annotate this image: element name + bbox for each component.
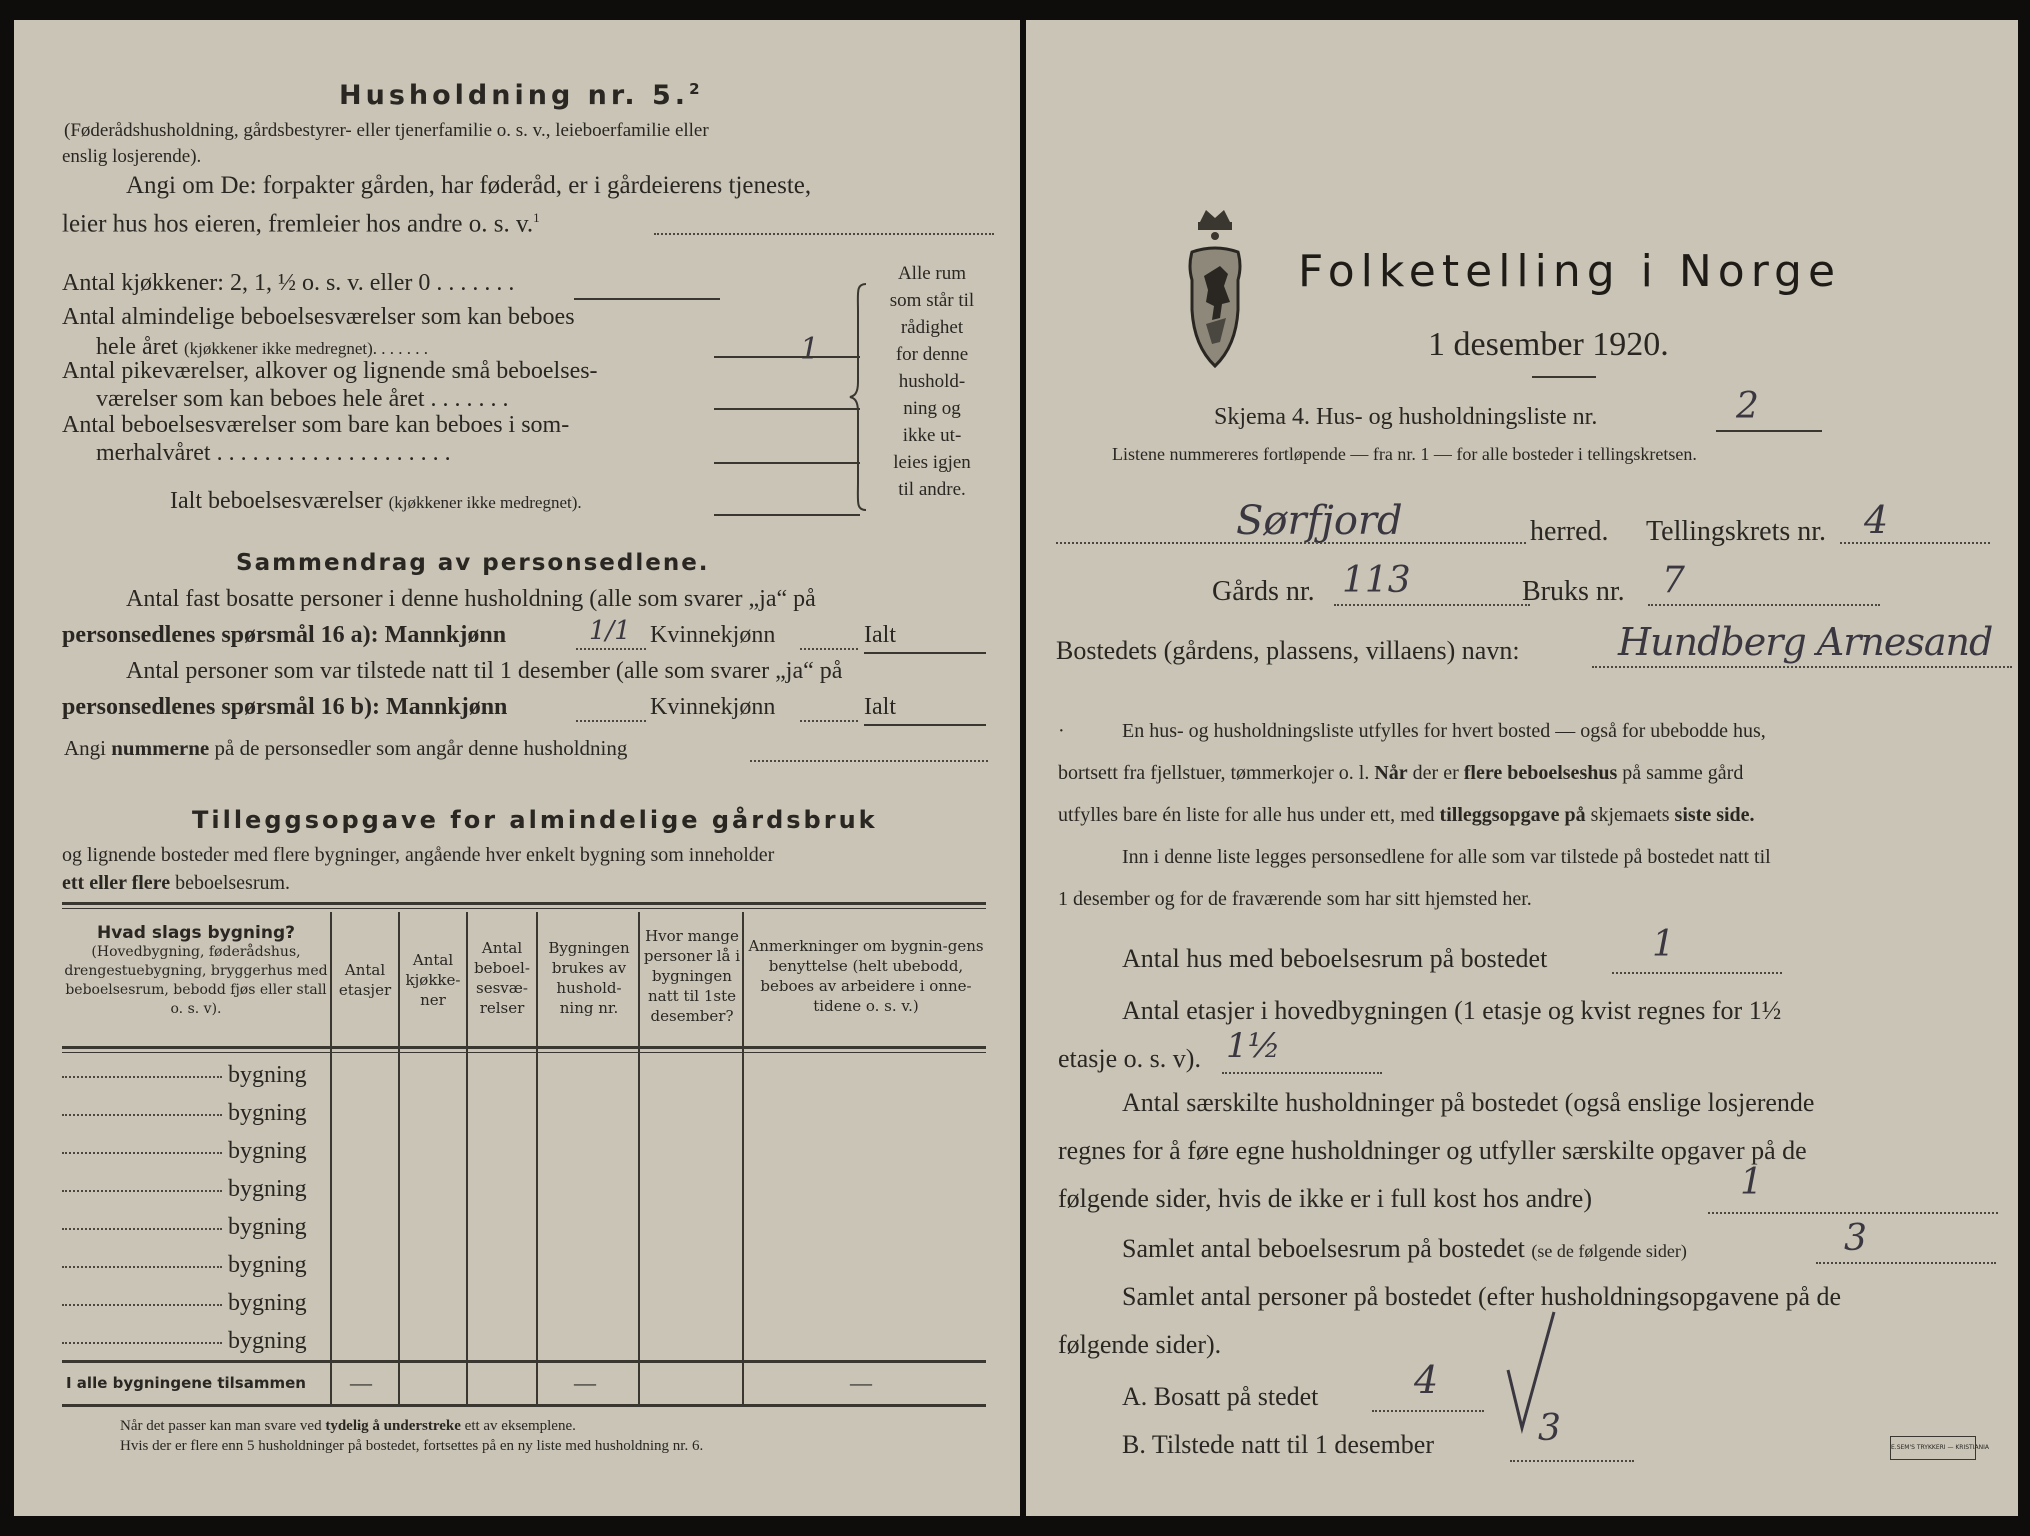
- maid-rooms-line: [714, 408, 860, 410]
- ordinary-rooms-line: [714, 356, 860, 358]
- households-answer-line: [1708, 1212, 1998, 1214]
- header-building: Hvad slags bygning? (Hovedbygning, føderådshus, drengestuebygning, bryggerhus med beboelsesrum, bebodd fjøs eller stall o. s. v).: [64, 923, 328, 1017]
- maid-rooms-label-1: Antal pikeværelser, alkover og lignende små beboelses-: [62, 358, 598, 384]
- table-row: bygning: [62, 1176, 332, 1203]
- left-page: [14, 20, 1020, 1516]
- households-question-1: Antal særskilte husholdninger på bostedet (også enslige losjerende: [1122, 1088, 1815, 1117]
- instruction-line-1: En hus- og husholdningsliste utfylles for hvert bosted — også for ubebodde hus,: [1122, 720, 1766, 742]
- right-page: [1026, 20, 2018, 1516]
- header-used-by: Bygningen brukes av hushold-ning nr.: [548, 939, 630, 1017]
- col-divider: [638, 912, 640, 1406]
- bracket-note-line: leies igjen: [893, 452, 971, 473]
- floors-answer-line: [1222, 1072, 1382, 1074]
- ordinary-rooms-label-2: hele året (kjøkkener ikke medregnet). . . . . . .: [96, 334, 428, 360]
- rooms-answer: 3: [1844, 1218, 1867, 1259]
- col-divider: [536, 912, 538, 1406]
- rooms-answer-line: [1816, 1262, 1996, 1264]
- form-title: Folketelling i Norge: [1298, 246, 1842, 297]
- place-name-line: [1592, 666, 2012, 668]
- municipality-value: Sørfjord: [1236, 498, 1403, 544]
- household-note-2: enslig losjerende).: [62, 146, 202, 167]
- ordinary-rooms-value: 1: [800, 332, 820, 367]
- bracket-note-line: til andre.: [898, 479, 966, 500]
- footnote-2: Hvis der er flere enn 5 husholdninger på bostedet, fortsettes på en ny liste med husholdning nr. 6.: [120, 1438, 704, 1454]
- bracket-note-line: hushold-: [898, 371, 966, 392]
- instruction-line-2: bortsett fra fjellstuer, tømmerkojer o. l. Når der er flere beboelseshus på samme gård: [1058, 762, 1744, 784]
- summary-mann-a-value: 1/1: [589, 616, 631, 646]
- summary-ialt-a-line: [864, 652, 986, 654]
- header-floors: Antal etasjer: [338, 961, 392, 999]
- floors-answer: 1½: [1226, 1026, 1281, 1066]
- printer-stamp: E.SEM'S TRYKKERI — KRISTIANIA: [1890, 1436, 1976, 1460]
- summary-line-5: Angi nummerne på de personsedler som angår denne husholdning: [64, 736, 628, 760]
- table-row: bygning: [62, 1214, 332, 1241]
- resident-question: A. Bosatt på stedet: [1122, 1382, 1319, 1411]
- summary-ialt-b-label: Ialt: [864, 694, 896, 720]
- census-district-line: [1840, 542, 1990, 544]
- schema-label: Skjema 4. Hus- og husholdningsliste nr.: [1214, 404, 1598, 430]
- summary-kvinne-b-line: [800, 720, 858, 722]
- households-question-3: følgende sider, hvis de ikke er i full kost hos andre): [1058, 1184, 1592, 1213]
- summer-rooms-line: [714, 462, 860, 464]
- table-total-rule: [62, 1360, 986, 1363]
- total-used-by-dash: —: [574, 1370, 596, 1395]
- bracket-note-line: ning og: [903, 398, 961, 419]
- resident-answer-line: [1372, 1410, 1484, 1412]
- table-header-rule: [62, 1046, 986, 1049]
- instruction-line-4: Inn i denne liste legges personsedlene for alle som var tilstede på bostedet natt til: [1122, 846, 1771, 868]
- bruk-number-line: [1648, 604, 1880, 606]
- footnote-1: Når det passer kan man svare ved tydelig å understreke ett av eksemplene.: [120, 1418, 576, 1434]
- summary-line-1: Antal fast bosatte personer i denne husholdning (alle som svarer „ja“ på: [126, 586, 816, 612]
- place-name-label: Bostedets (gårdens, plassens, villaens) navn:: [1056, 636, 1520, 665]
- kitchens-label: Antal kjøkkener: 2, 1, ½ o. s. v. eller 0 . . . . . . .: [62, 270, 515, 296]
- summary-line-4: personsedlenes spørsmål 16 b): Mannkjønn: [62, 694, 508, 720]
- household-title: Husholdning nr. 5.$^2$: [339, 80, 704, 111]
- place-name-value: Hundberg Arnesand: [1618, 620, 1993, 664]
- angi-answer-line: [654, 233, 994, 235]
- bracket-note: [872, 260, 992, 503]
- header-remarks: Anmerkninger om bygnin-gens benyttelse (helt ubebodd, beboes av arbeidere i onne-tidene o. s. v.): [748, 937, 984, 1015]
- houses-question: Antal hus med beboelsesrum på bostedet: [1122, 944, 1548, 973]
- bracket-note-line: for denne: [895, 344, 969, 365]
- total-remarks-dash: —: [850, 1370, 872, 1395]
- floors-question-2: etasje o. s. v).: [1058, 1044, 1201, 1073]
- bracket-note-line: Alle rum: [897, 263, 967, 284]
- bruk-number-label: Bruks nr.: [1522, 576, 1625, 607]
- rooms-question: Samlet antal beboelsesrum på bostedet (se de følgende sider): [1122, 1234, 1687, 1263]
- summary-numbers-line: [750, 760, 988, 762]
- total-rooms-label: Ialt beboelsesværelser (kjøkkener ikke medregnet).: [170, 488, 582, 514]
- summary-kvinne-a-line: [800, 648, 858, 650]
- table-bottom-rule: [62, 1404, 986, 1407]
- present-question: B. Tilstede natt til 1 desember: [1122, 1430, 1434, 1459]
- persons-question-2: følgende sider).: [1058, 1330, 1222, 1359]
- maid-rooms-label-2: værelser som kan beboes hele året . . . . . . .: [96, 386, 509, 412]
- municipality-line: [1056, 542, 1526, 544]
- present-answer-line: [1510, 1460, 1634, 1462]
- total-floors-dash: —: [350, 1370, 372, 1395]
- table-row: bygning: [62, 1138, 332, 1165]
- summary-title: Sammendrag av personsedlene.: [236, 550, 710, 576]
- summary-ialt-a-label: Ialt: [864, 622, 896, 648]
- summary-line-3: Antal personer som var tilstede natt til 1 desember (alle som svarer „ja“ på: [126, 658, 843, 684]
- summer-rooms-label-2: merhalvåret . . . . . . . . . . . . . . . . . . . .: [96, 440, 451, 466]
- instruction-line-5: 1 desember og for de fraværende som har sitt hjemsted her.: [1058, 888, 1532, 910]
- houses-answer: 1: [1652, 924, 1675, 965]
- header-kitchens: Antal kjøkke-ner: [405, 951, 461, 1009]
- present-answer: 3: [1538, 1408, 1561, 1449]
- census-district-label: Tellingskrets nr.: [1646, 516, 1827, 547]
- summer-rooms-label-1: Antal beboelsesværelser som bare kan beboes i som-: [62, 412, 570, 438]
- instruction-line-3: utfylles bare én liste for alle hus under ett, med tilleggsopgave på skjemaets siste side.: [1058, 804, 1755, 826]
- angi-line-1: Angi om De: forpakter gården, har føderåd, er i gårdeierens tjeneste,: [126, 172, 812, 199]
- brace-icon: [848, 282, 870, 512]
- total-row-label: I alle bygningene tilsammen: [66, 1374, 306, 1392]
- farm-number-value: 113: [1342, 560, 1411, 601]
- table-row: bygning: [62, 1252, 332, 1279]
- angi-line-2: leier hus hos eieren, fremleier hos andre o. s. v.$^1$: [62, 210, 540, 238]
- header-rooms: Antal beboel-sesvæ-relser: [474, 939, 530, 1017]
- supplement-line-1: og lignende bosteder med flere bygninger, angående hver enkelt bygning som inneholder: [62, 844, 775, 866]
- table-header-rule-2: [62, 1052, 986, 1053]
- table-row: bygning: [62, 1062, 332, 1089]
- bracket-note-line: ikke ut-: [902, 425, 962, 446]
- census-district-value: 4: [1864, 498, 1889, 542]
- summary-line-2: personsedlenes spørsmål 16 a): Mannkjønn: [62, 622, 507, 648]
- header-persons: Hvor mange personer lå i bygningen natt til 1ste desember?: [643, 927, 741, 1025]
- bracket-note-line: som står til: [889, 290, 975, 311]
- supplement-title: Tilleggsopgave for almindelige gårdsbruk: [192, 806, 878, 834]
- bracket-note-line: rådighet: [900, 317, 964, 338]
- households-question-2: regnes for å føre egne husholdninger og utfyller særskilte opgaver på de: [1058, 1136, 1807, 1165]
- summary-ialt-b-line: [864, 724, 986, 726]
- houses-answer-line: [1612, 972, 1782, 974]
- household-note-1: (Føderådshusholdning, gårdsbestyrer- eller tjenerfamilie o. s. v., leieboerfamilie eller: [64, 120, 709, 141]
- herred-label: herred.: [1530, 516, 1609, 547]
- kitchens-line: [574, 298, 720, 300]
- list-number-line: [1716, 430, 1822, 432]
- coat-of-arms-icon: [1176, 206, 1254, 374]
- total-rooms-line: [714, 514, 860, 516]
- resident-answer: 4: [1414, 1358, 1439, 1402]
- floors-question-1: Antal etasjer i hovedbygningen (1 etasje og kvist regnes for 1½: [1122, 996, 1782, 1025]
- bruk-number-value: 7: [1662, 560, 1685, 601]
- title-rule: [1532, 376, 1596, 378]
- farm-number-label: Gårds nr.: [1212, 576, 1315, 607]
- table-top-rule: [62, 902, 986, 905]
- table-row: bygning: [62, 1290, 332, 1317]
- households-answer: 1: [1740, 1162, 1763, 1203]
- table-row: bygning: [62, 1100, 332, 1127]
- bullet-dot: ·: [1058, 720, 1065, 742]
- supplement-line-2: ett eller flere beboelsesrum.: [62, 872, 291, 894]
- farm-number-line: [1334, 604, 1530, 606]
- summary-kvinne-a-label: Kvinnekjønn: [650, 622, 776, 648]
- ordinary-rooms-label-1: Antal almindelige beboelsesværelser som kan beboes: [62, 304, 575, 330]
- summary-mann-b-line: [576, 720, 646, 722]
- numbering-note: Listene nummereres fortløpende — fra nr. 1 — for alle bosteder i tellingskretsen.: [1112, 444, 1697, 464]
- summary-mann-a-line: [576, 648, 646, 650]
- persons-question-1: Samlet antal personer på bostedet (efter husholdningsopgavene på de: [1122, 1282, 1842, 1311]
- table-top-rule-2: [62, 908, 986, 909]
- col-divider: [742, 912, 744, 1406]
- table-row: bygning: [62, 1328, 332, 1355]
- list-number: 2: [1736, 386, 1759, 427]
- summary-kvinne-b-label: Kvinnekjønn: [650, 694, 776, 720]
- form-date: 1 desember 1920.: [1428, 326, 1669, 363]
